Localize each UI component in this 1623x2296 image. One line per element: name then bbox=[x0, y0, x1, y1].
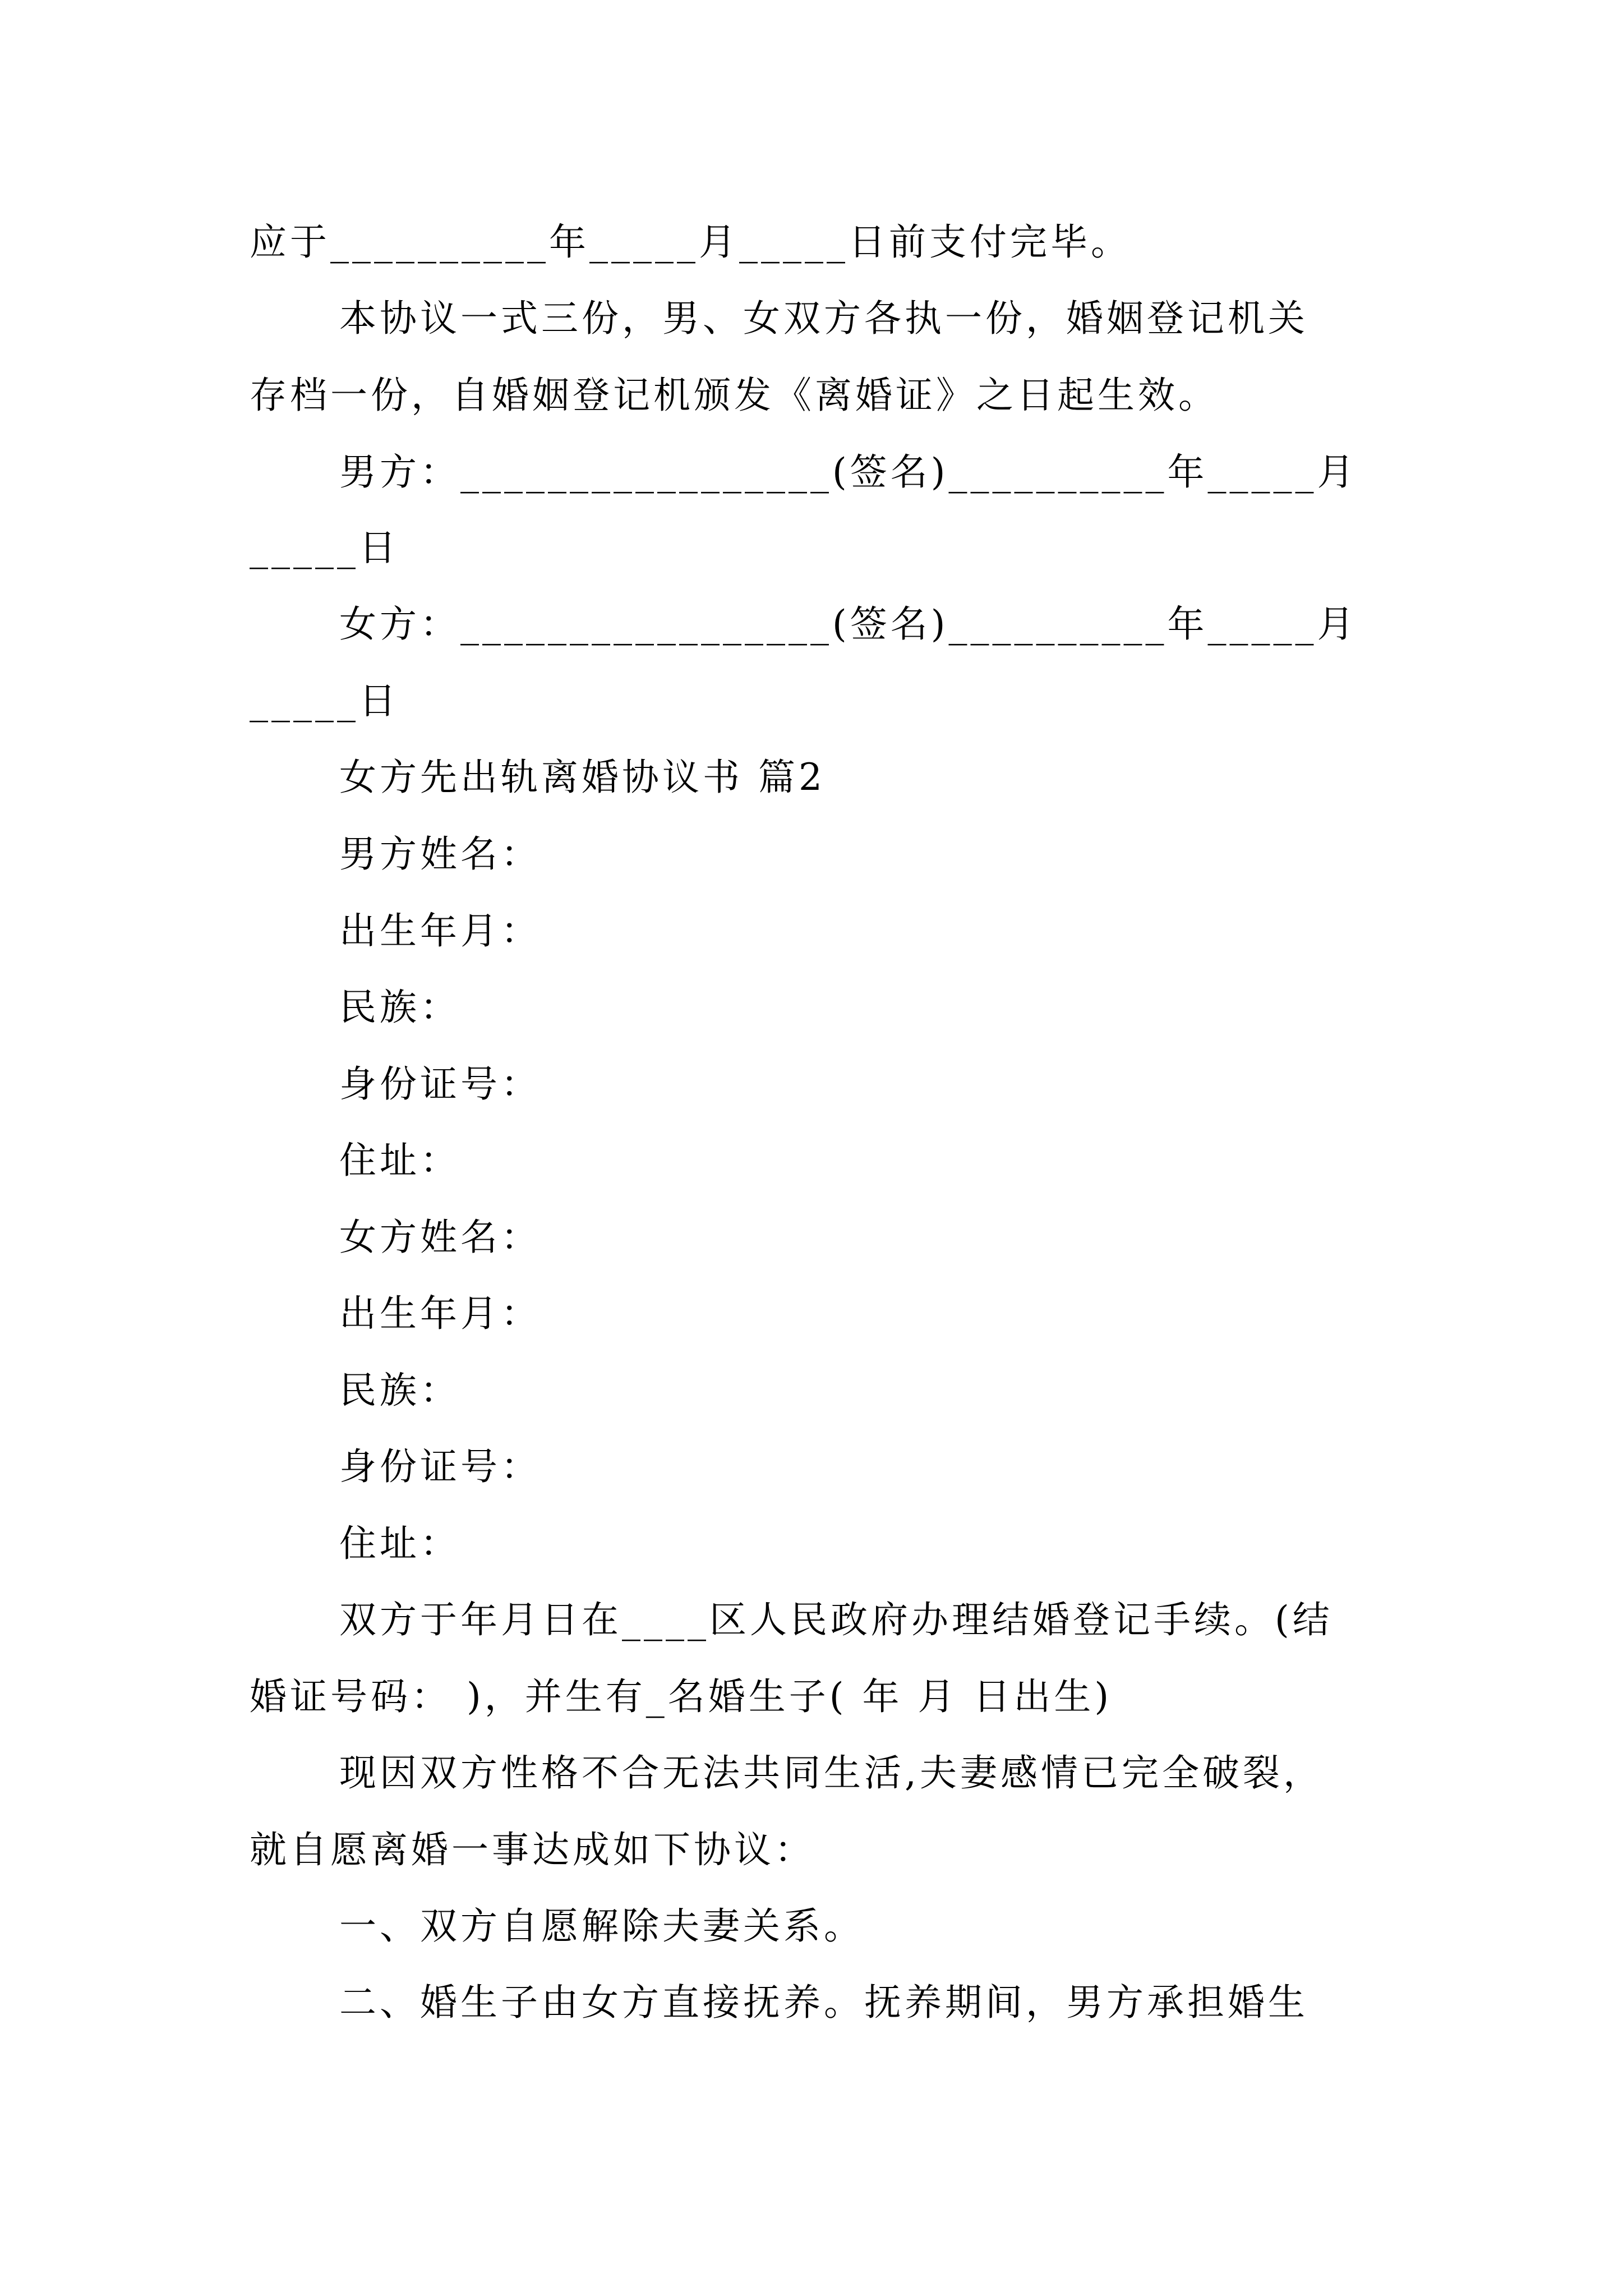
field-female-address: 住址： bbox=[339, 1522, 460, 1565]
field-male-ethnicity: 民族： bbox=[339, 986, 460, 1029]
text-line-reason: 现因双方性格不合无法共同生活,夫妻感情已完全破裂， bbox=[339, 1751, 1324, 1795]
text-line-female-signature: 女方：_________________(签名)__________年_____月 bbox=[339, 602, 1358, 646]
text-line-effective-date: 存档一份，自婚姻登记机颁发《离婚证》之日起生效。 bbox=[250, 374, 1219, 417]
text-line-female-signature-day: _____日 bbox=[250, 679, 399, 723]
text-line-male-signature: 男方：_________________(签名)__________年_____月 bbox=[339, 450, 1358, 494]
text-line-agreement-copies: 本协议一式三份，男、女双方各执一份，婚姻登记机关 bbox=[339, 297, 1308, 340]
field-male-name: 男方姓名： bbox=[339, 832, 541, 876]
field-male-address: 住址： bbox=[339, 1139, 460, 1182]
text-line-agreement-intro: 就自愿离婚一事达成如下协议： bbox=[250, 1828, 815, 1871]
field-male-id-number: 身份证号： bbox=[339, 1062, 541, 1106]
text-line-marriage-certificate: 婚证号码： )，并生有_名婚生子( 年 月 日出生) bbox=[250, 1675, 1113, 1718]
field-female-id-number: 身份证号： bbox=[339, 1445, 541, 1488]
field-female-name: 女方姓名： bbox=[339, 1216, 541, 1259]
field-male-birth: 出生年月： bbox=[339, 909, 541, 953]
text-line-payment-deadline: 应于__________年_____月_____日前支付完毕。 bbox=[250, 220, 1131, 264]
section-heading: 女方先出轨离婚协议书 篇2 bbox=[339, 756, 826, 799]
field-female-birth: 出生年月： bbox=[339, 1292, 541, 1335]
text-line-male-signature-day: _____日 bbox=[250, 526, 399, 569]
clause-one: 一、双方自愿解除夫妻关系。 bbox=[339, 1904, 864, 1948]
field-female-ethnicity: 民族： bbox=[339, 1369, 460, 1412]
text-line-marriage-registration: 双方于年月日在____区人民政府办理结婚登记手续。(结 bbox=[339, 1598, 1333, 1641]
clause-two: 二、婚生子由女方直接抚养。抚养期间，男方承担婚生 bbox=[339, 1981, 1308, 2024]
